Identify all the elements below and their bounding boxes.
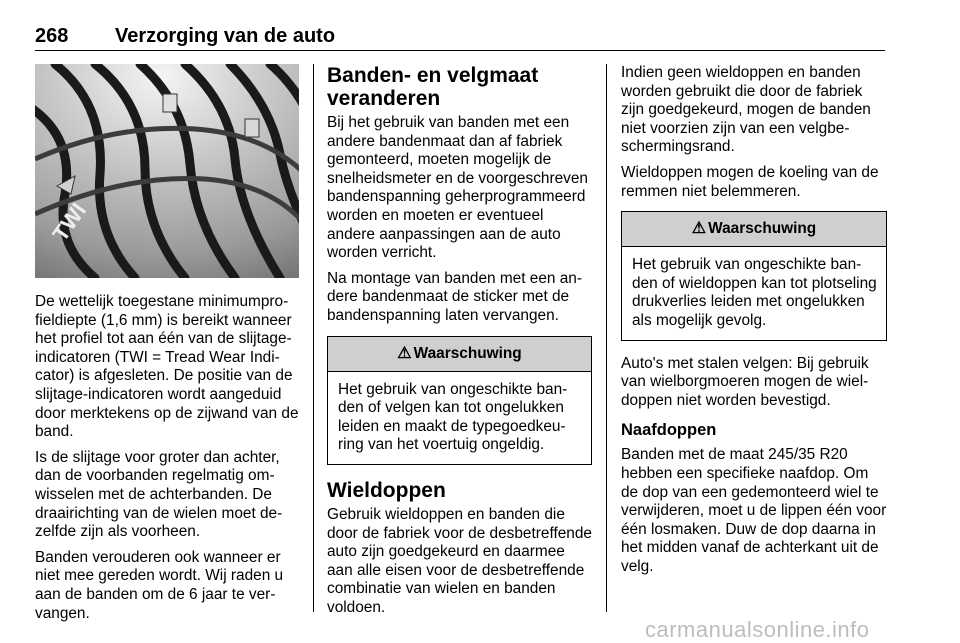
watermark: carmanualsonline.info [645, 617, 870, 642]
paragraph: Gebruik wieldoppen en banden die door de fabriek voor de desbetreffende auto zijn goedgekeurd en daarmee aan alle eisen voor de desbetreffende combinatie van wielen en banden voldoen. [327, 505, 592, 616]
warning-box [621, 211, 887, 340]
warning-triangle-icon: ⚠ [691, 220, 707, 238]
section-heading: Wieldoppen [327, 478, 446, 502]
warning-triangle-icon: ⚠ [397, 344, 412, 362]
column-left [35, 64, 303, 630]
column-right [621, 64, 887, 583]
page-header [35, 25, 885, 49]
twi-label: TWI [47, 198, 92, 246]
section-heading: Banden- en velgmaat veranderen [327, 64, 539, 110]
warning-header [328, 337, 591, 372]
column-divider [313, 64, 314, 612]
paragraph: Bij het gebruik van banden met een andere bandenmaat dan af fabriek gemonteerd, moeten mogelijk de snelheidsmeter en de voorgeschreven bandenspanning geherprogrammeerd worden en moeten er eventueel andere aanpassingen aan de auto worden verricht. [327, 114, 588, 262]
paragraph: Indien geen wieldoppen en banden worden gebruikt die door de fabriek zijn goedgekeurd, mogen de banden niet voorzien zijn van een velgbeschermingsrand. [621, 64, 871, 156]
paragraph: Is de slijtage voor groter dan achter, dan de voorbanden regelmatig omwisselen met de achterbanden. De draairichting van de wielen moet dezelfde zijn als voorheen. [35, 448, 283, 541]
paragraph: Na montage van banden met een andere bandenmaat de sticker met de bandenspanning laten vervangen. [327, 269, 582, 324]
paragraph: Banden verouderen ook wanneer er niet mee gereden wordt. Wij raden u aan de banden om de 6 jaar te vervangen. [35, 548, 284, 622]
warning-text: Het gebruik van ongeschikte banden of velgen kan tot ongelukken leiden en maakt de typegoedkeuring van het voertuig ongeldig. [338, 380, 568, 454]
warning-title: Waarschuwing [708, 220, 817, 238]
page-title: Verzorging van de auto [115, 25, 336, 47]
warning-text: Het gebruik van ongeschikte banden of wieldoppen kan tot plotseling drukverlies leiden met ongelukken als mogelijk gevolg. [632, 256, 877, 329]
subsection-heading: Naafdoppen [621, 421, 717, 440]
paragraph: De wettelijk toegestane minimumprofieldiepte (1,6 mm) is bereikt wanneer het profiel tot aan één van de slijtage-indicatoren (TWI = Tread Wear Indicator) is afgesleten. De positie van de slijtage-indicatoren wordt aangeduid door merktekens op de zijwand van de band. [35, 293, 299, 441]
header-rule [35, 50, 885, 51]
warning-header [622, 212, 886, 247]
column-middle [327, 64, 592, 624]
paragraph: Wieldoppen mogen de koeling van de remmen niet belemmeren. [621, 163, 879, 200]
paragraph: Banden met de maat 245/35 R20 hebben een specifieke naafdop. Om de dop van een gedemonteerd wiel te verwijderen, moet u de lippen één voor één losmaken. Duw de dop daarna in het midden vanaf de achterkant uit de velg. [621, 446, 887, 575]
column-divider [606, 64, 607, 612]
warning-title: Waarschuwing [413, 344, 522, 362]
warning-box [327, 336, 592, 465]
tire-tread-illustration [35, 64, 299, 278]
paragraph: Auto's met stalen velgen: Bij gebruik van wielborgmoeren mogen de wieldoppen niet worden bevestigd. [621, 354, 869, 409]
page-number: 268 [35, 25, 69, 47]
